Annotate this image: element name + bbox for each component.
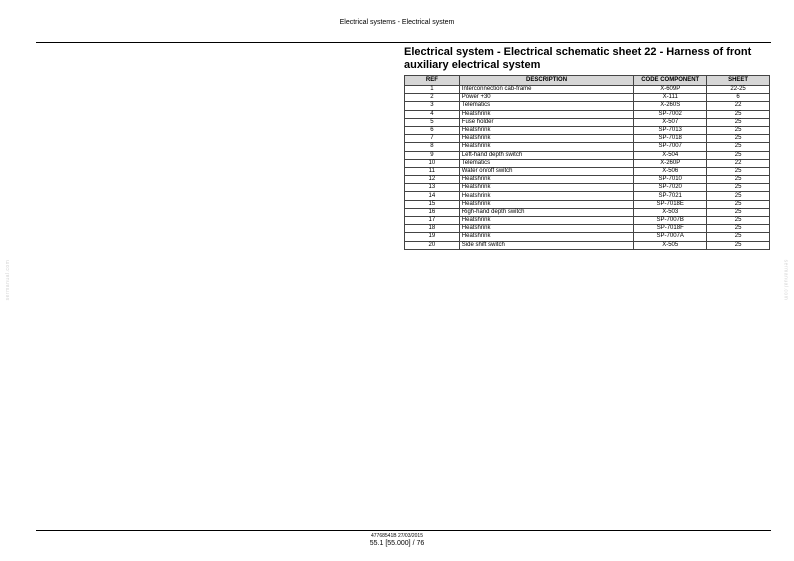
column-header-ref: REF [405,76,460,86]
cell-ref: 6 [405,126,460,134]
cell-description: Side shift switch [459,241,634,249]
cell-code: X-507 [634,118,707,126]
table-row [405,233,770,241]
table-row [405,102,770,110]
cell-sheet: 22 [707,159,770,167]
table-row [405,94,770,102]
watermark-right: sermanual.com [782,259,789,301]
cell-code: SP-7013 [634,126,707,134]
cell-sheet: 25 [707,176,770,184]
cell-sheet: 25 [707,225,770,233]
cell-ref: 14 [405,192,460,200]
cell-ref: 7 [405,135,460,143]
cell-code: SP-7018F [634,225,707,233]
table-row [405,167,770,175]
cell-sheet: 25 [707,217,770,225]
table-row [405,86,770,94]
cell-description: Power +30 [459,94,634,102]
cell-sheet: 25 [707,135,770,143]
cell-sheet: 25 [707,208,770,216]
column-header-description: DESCRIPTION [459,76,634,86]
table-row [405,135,770,143]
cell-code: SP-7018E [634,200,707,208]
cell-code: SP-7002 [634,110,707,118]
table-row [405,184,770,192]
table-row [405,151,770,159]
cell-ref: 2 [405,94,460,102]
components-table [404,75,770,250]
cell-code: X-260P [634,159,707,167]
table-row [405,143,770,151]
cell-sheet: 22-25 [707,86,770,94]
cell-ref: 4 [405,110,460,118]
cell-ref: 19 [405,233,460,241]
cell-ref: 10 [405,159,460,167]
cell-code: SP-7007A [634,233,707,241]
cell-description: Heatshrink [459,217,634,225]
cell-description: Heatshrink [459,225,634,233]
footer-page-number: 55.1 [55.000] / 76 [369,540,425,547]
watermark-left: sermanual.com [5,259,12,301]
cell-code: SP-7020 [634,184,707,192]
cell-description: Heatshrink [459,233,634,241]
cell-code: X-609P [634,86,707,94]
cell-ref: 12 [405,176,460,184]
cell-description: Heatshrink [459,143,634,151]
cell-sheet: 25 [707,143,770,151]
cell-ref: 3 [405,102,460,110]
cell-sheet: 25 [707,192,770,200]
table-row [405,126,770,134]
table-row [405,208,770,216]
cell-code: SP-7007B [634,217,707,225]
cell-description: Interconnection cab-frame [459,86,634,94]
cell-description: Righ-hand depth switch [459,208,634,216]
cell-sheet: 25 [707,200,770,208]
footer-rule [36,530,771,531]
running-header: Electrical systems - Electrical system [339,19,455,26]
cell-code: X-260S [634,102,707,110]
cell-code: SP-7018 [634,135,707,143]
cell-description: Fuse holder [459,118,634,126]
cell-ref: 8 [405,143,460,151]
cell-description: Left-hand depth switch [459,151,634,159]
cell-ref: 13 [405,184,460,192]
cell-code: SP-7021 [634,192,707,200]
cell-description: Heatshrink [459,135,634,143]
cell-ref: 5 [405,118,460,126]
section-title: Electrical system - Electrical schematic sheet 22 - Harness of front auxiliary electrical system [404,46,752,71]
cell-sheet: 25 [707,118,770,126]
cell-description: Heatshrink [459,176,634,184]
table-row [405,200,770,208]
cell-code: X-503 [634,208,707,216]
table-row [405,176,770,184]
cell-sheet: 6 [707,94,770,102]
cell-description: Heatshrink [459,200,634,208]
cell-sheet: 25 [707,233,770,241]
cell-sheet: 25 [707,126,770,134]
cell-code: X-505 [634,241,707,249]
cell-ref: 16 [405,208,460,216]
cell-ref: 18 [405,225,460,233]
cell-ref: 15 [405,200,460,208]
cell-code: X-111 [634,94,707,102]
table-row [405,225,770,233]
cell-sheet: 25 [707,184,770,192]
table-row [405,192,770,200]
cell-description: Telematics [459,102,634,110]
cell-ref: 1 [405,86,460,94]
cell-code: SP-7007 [634,143,707,151]
cell-ref: 20 [405,241,460,249]
cell-description: Water on/off switch [459,167,634,175]
table-row [405,110,770,118]
cell-ref: 17 [405,217,460,225]
table-row [405,159,770,167]
cell-description: Telematics [459,159,634,167]
cell-sheet: 25 [707,151,770,159]
cell-code: SP-7010 [634,176,707,184]
table-header-row [405,76,770,86]
cell-description: Heatshrink [459,126,634,134]
table-row [405,241,770,249]
cell-sheet: 22 [707,102,770,110]
header-rule [36,42,771,43]
cell-sheet: 25 [707,167,770,175]
cell-ref: 11 [405,167,460,175]
table-row [405,217,770,225]
cell-description: Heatshrink [459,184,634,192]
cell-ref: 9 [405,151,460,159]
cell-description: Heatshrink [459,110,634,118]
cell-sheet: 25 [707,241,770,249]
footer-doc-ref: 47768541B 27/03/2015 [371,533,423,539]
cell-description: Heatshrink [459,192,634,200]
column-header-sheet: SHEET [707,76,770,86]
column-header-code: CODE COMPONENT [634,76,707,86]
table-row [405,118,770,126]
cell-sheet: 25 [707,110,770,118]
cell-code: X-504 [634,151,707,159]
cell-code: X-506 [634,167,707,175]
table-body [405,86,770,250]
